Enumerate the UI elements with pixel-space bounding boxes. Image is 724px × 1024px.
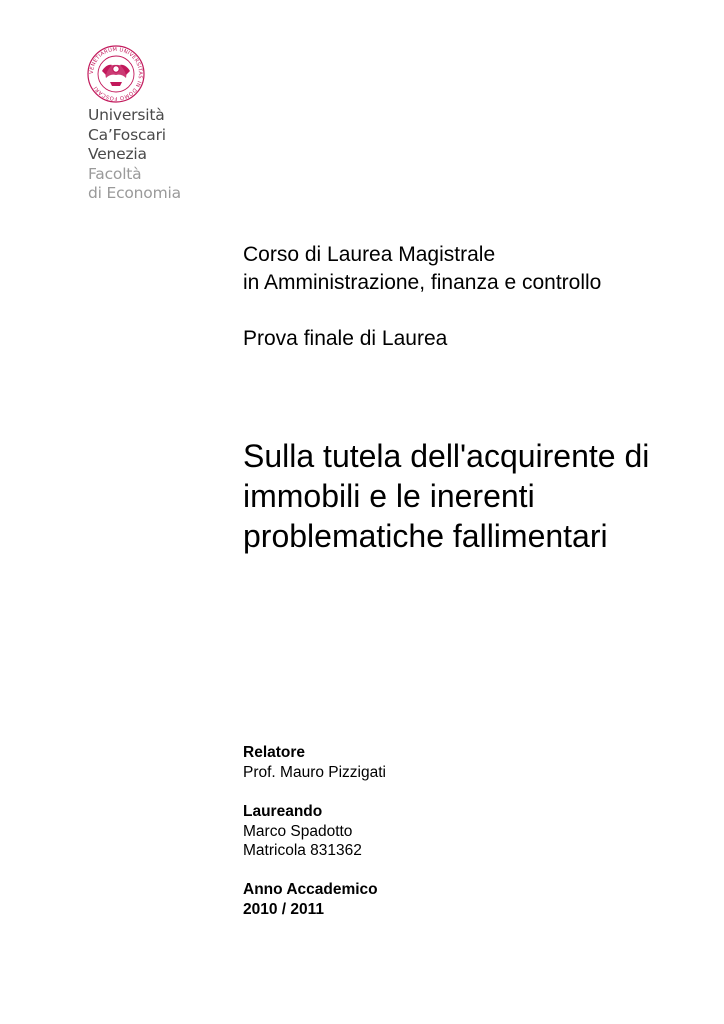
exam-type: Prova finale di Laurea <box>243 327 448 350</box>
seal-text: VENETIARUM UNIVERSITAS IN DOMO FOSCARI <box>88 46 144 102</box>
thesis-title <box>243 436 649 556</box>
course-line-2: in Amministrazione, finanza e controllo <box>243 271 602 294</box>
supervisor-section <box>243 743 386 782</box>
supervisor-label: Relatore <box>243 744 306 761</box>
thesis-title-line-2: immobili e le inerenti <box>243 478 535 514</box>
student-section <box>243 802 362 861</box>
student-id: Matricola 831362 <box>243 842 362 859</box>
course-name <box>243 241 601 297</box>
faculty-line: di Economia <box>88 184 181 202</box>
faculty-line: Facoltà <box>88 164 142 183</box>
thesis-title-line-1: Sulla tutela dell'acquirente di <box>243 438 650 474</box>
university-city-line: Venezia <box>88 145 147 163</box>
university-name-line: Università <box>88 106 165 124</box>
academic-year-label: Anno Accademico <box>243 881 378 898</box>
university-name-line: Ca’Foscari <box>88 125 166 144</box>
course-line-1: Corso di Laurea Magistrale <box>243 243 496 266</box>
supervisor-name: Prof. Mauro Pizzigati <box>243 763 386 781</box>
student-name: Marco Spadotto <box>243 822 353 840</box>
university-name-block <box>88 106 181 204</box>
academic-year-section <box>243 880 378 919</box>
academic-year-value: 2010 / 2011 <box>243 900 325 918</box>
university-seal-icon <box>86 44 146 104</box>
thesis-title-line-3: problematiche fallimentari <box>243 518 608 554</box>
student-label: Laureando <box>243 803 323 820</box>
